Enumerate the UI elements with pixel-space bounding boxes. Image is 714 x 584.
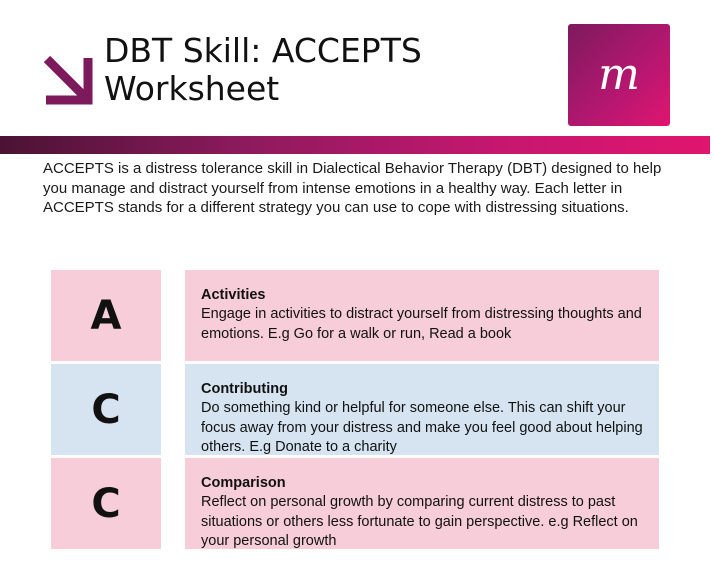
- title-line-2: Worksheet: [104, 69, 280, 108]
- skill-description: Reflect on personal growth by comparing current distress to past situations or others less fortunate to gain perspective. e.g Reflect on your personal growth: [201, 494, 638, 549]
- letter-cell: [51, 458, 161, 549]
- description-cell: [185, 270, 659, 361]
- skill-row-comparison: [51, 458, 659, 549]
- skill-description: Do something kind or helpful for someone else. This can shift your focus away from your distress and make you feel good about helping others. E.g Donate to a charity: [201, 400, 643, 455]
- brand-logo: [568, 24, 670, 126]
- page-title: [104, 32, 422, 108]
- title-line-1: DBT Skill: ACCEPTS: [104, 31, 422, 70]
- letter-cell: [51, 270, 161, 361]
- skill-row-contributing: [51, 364, 659, 455]
- description-cell: [185, 364, 659, 455]
- skill-title: Contributing: [201, 381, 288, 397]
- arrow-down-right-icon: [40, 52, 96, 108]
- skill-letter: C: [91, 386, 121, 433]
- skill-letter: A: [90, 292, 122, 339]
- skill-letter: C: [91, 480, 121, 527]
- skill-title: Comparison: [201, 475, 286, 491]
- description-cell: [185, 458, 659, 549]
- logo-letter: m: [598, 49, 640, 100]
- letter-cell: [51, 364, 161, 455]
- skill-row-activities: [51, 270, 659, 361]
- skill-title: Activities: [201, 287, 266, 303]
- intro-paragraph: ACCEPTS is a distress tolerance skill in Dialectical Behavior Therapy (DBT) designed to help you manage and distract yourself from intense emotions in a healthy way. Each letter in ACCEPTS stands for a different strategy you can use to cope with distressing situations.: [43, 160, 662, 216]
- skill-description: Engage in activities to distract yourself from distressing thoughts and emotions. E.g Go for a walk or run, Read a book: [201, 306, 642, 342]
- header-divider-band: [0, 136, 710, 154]
